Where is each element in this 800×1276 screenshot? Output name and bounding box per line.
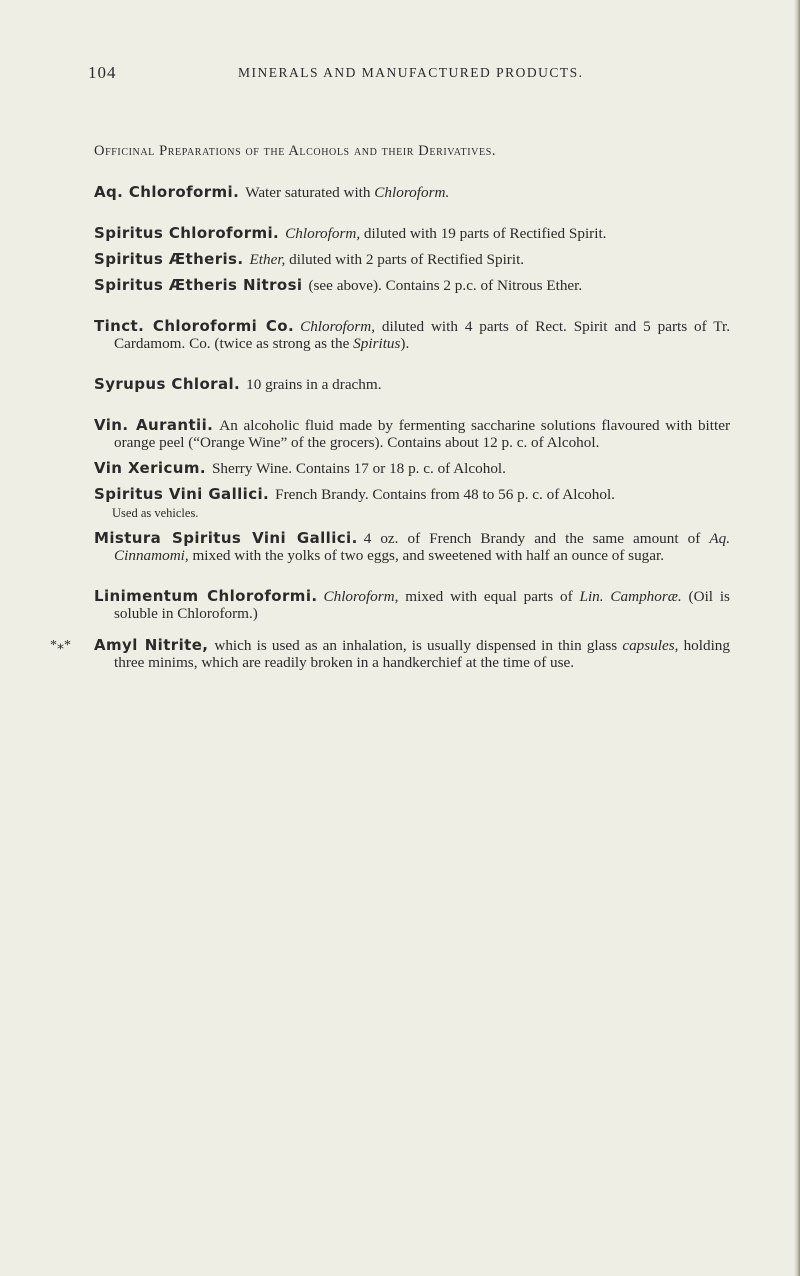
entry-heading: Amyl Nitrite,: [94, 636, 209, 654]
entry-text: An alcoholic fluid made by fermenting saccharine solutions flavoured with bitter orange peel (“Orange Wine” of the grocers). Contains about 12 p. c. of Alcohol.: [114, 417, 731, 451]
entry-text: diluted with 2 parts of Rectified Spirit.: [285, 251, 525, 268]
entry-italic: capsules,: [622, 637, 679, 654]
entry-text: (see above). Contains 2 p.c. of Nitrous Ether.: [308, 277, 583, 294]
page-header: [88, 63, 728, 85]
entry-heading: Spiritus Vini Gallici.: [94, 485, 270, 503]
entry-text: Sherry Wine. Contains 17 or 18 p. c. of Alcohol.: [211, 460, 506, 477]
entry-heading: Spiritus Ætheris.: [94, 250, 244, 268]
entry-text: holding three minims, which are readily broken in a handkerchief at the time of use.: [114, 637, 730, 671]
entry-heading: Vin Xericum.: [94, 459, 206, 477]
entry-aq-chloroformi: [94, 184, 730, 201]
entry-text: mixed with the yolks of two eggs, and sweetened with half an ounce of sugar.: [188, 547, 665, 564]
entry-vin-xericum: [94, 460, 730, 477]
entry-italic: Chloroform,: [285, 225, 361, 242]
entry-linimentum-chloroformi: [94, 588, 730, 622]
entry-italic: Aq. Cinnamomi,: [114, 530, 730, 564]
entry-italic: Chloroform,: [300, 318, 376, 335]
entry-heading: Vin. Aurantii.: [94, 416, 214, 434]
page-number: 104: [88, 63, 117, 82]
entry-tinct-chloroformi-co: [94, 318, 730, 352]
running-head: MINERALS AND MANUFACTURED PRODUCTS.: [238, 65, 584, 80]
entry-heading: Aq. Chloroformi.: [94, 183, 240, 201]
entry-spiritus-aetheris-nitrosi: [94, 277, 730, 294]
entry-text: Water saturated with: [245, 184, 375, 201]
entry-text: French Brandy. Contains from 48 to 56 p. c. of Alcohol.: [275, 486, 615, 503]
entry-heading: Mistura Spiritus Vini Gallici.: [94, 529, 358, 547]
section-title: Officinal Preparations of the Alcohols and their Derivatives.: [94, 143, 497, 159]
entry-heading: Syrupus Chloral.: [94, 375, 241, 393]
entry-syrupus-chloral: [94, 376, 730, 393]
preparation-list: [50, 183, 731, 671]
entry-vin-aurantii: [94, 417, 730, 451]
entry-note: Used as vehicles.: [112, 506, 199, 520]
entry-text: 4 oz. of French Brandy and the same amount of: [363, 530, 710, 547]
entry-heading: Spiritus Ætheris Nitrosi: [94, 276, 303, 294]
entry-amyl-nitrite: [50, 636, 730, 671]
entry-heading: Tinct. Chloroformi Co.: [94, 317, 295, 335]
entry-text: diluted with 19 parts of Rectified Spirit.: [360, 225, 607, 242]
entry-heading: Linimentum Chloroformi.: [94, 587, 318, 605]
entry-text: which is used as an inhalation, is usually dispensed in thin glass: [214, 637, 623, 654]
entry-text: mixed with equal parts of: [398, 588, 580, 605]
entry-text: 10 grains in a drachm.: [246, 376, 382, 393]
entry-spiritus-aetheris: [94, 251, 730, 268]
entry-spiritus-chloroformi: [94, 225, 730, 242]
entry-italic: Chloroform,: [323, 588, 399, 605]
entry-heading: Spiritus Chloroformi.: [94, 224, 280, 242]
entry-text: diluted with 4 parts of Rect. Spirit and 5 parts of Tr. Cardamom. Co. (twice as strong as the: [114, 318, 731, 352]
entry-italic: Ether,: [249, 251, 286, 268]
entry-text: (Oil is soluble in Chloroform.): [114, 588, 730, 622]
entry-mistura-spiritus-vini-gallici: [94, 530, 730, 564]
entry-italic: Lin. Camphoræ.: [579, 588, 682, 605]
entry-italic: Chloroform.: [374, 184, 450, 201]
entry-spiritus-vini-gallici: [94, 486, 730, 503]
asterism-mark: *⁎*: [50, 638, 71, 653]
entry-text: ).: [400, 335, 410, 352]
page-edge-shadow: [794, 0, 800, 1276]
entry-italic: Spiritus: [353, 335, 401, 352]
